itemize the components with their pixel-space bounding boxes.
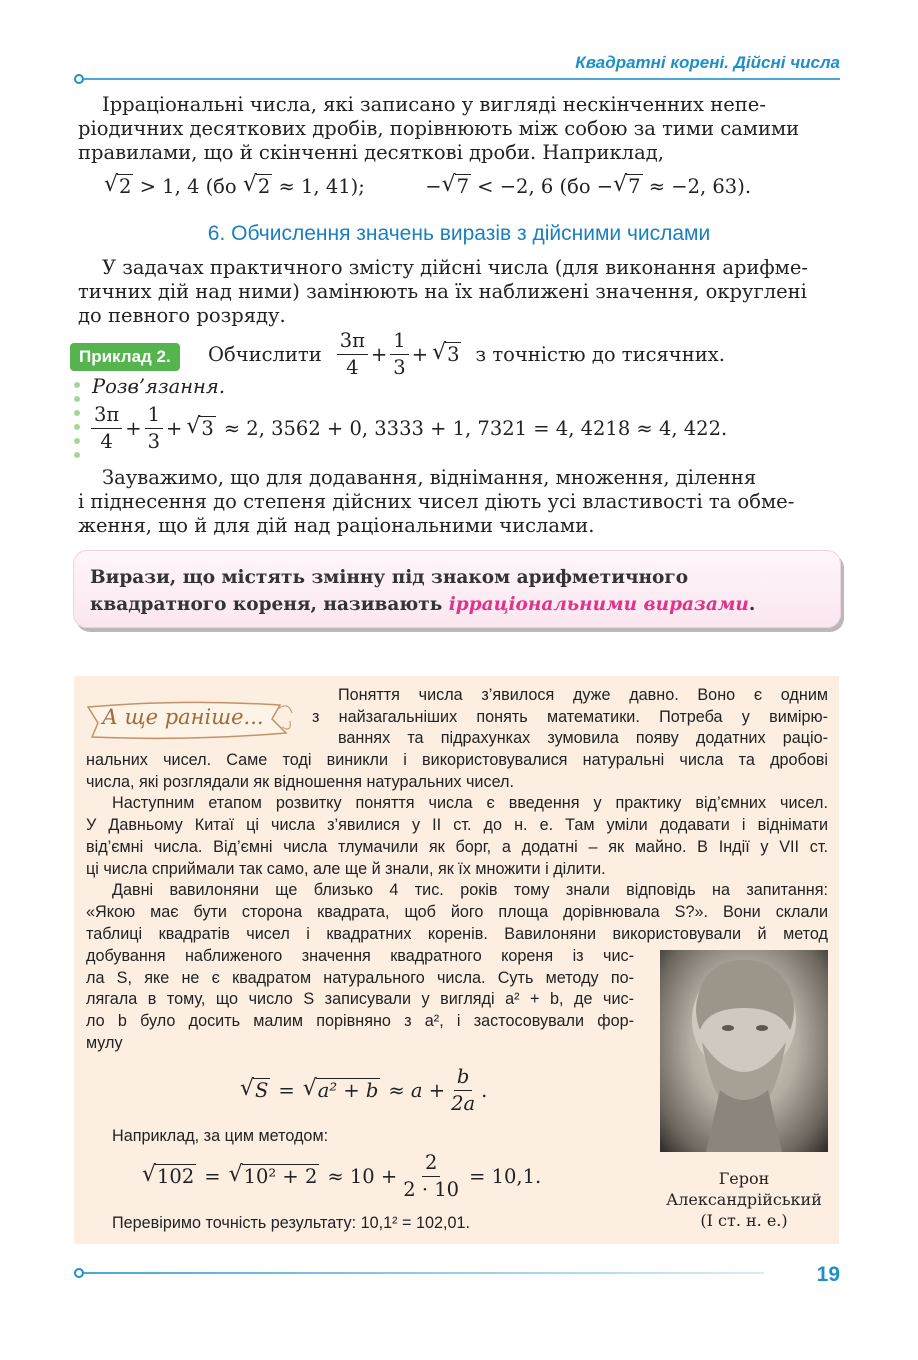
check-line: Перевіримо точність результату: 10,1² = 102,01. xyxy=(112,1214,470,1232)
footer-circle-marker xyxy=(74,1268,84,1278)
example-badge: Приклад 2. xyxy=(70,343,180,371)
history-line: від’ємні числа. Від’ємні числа тлумачили як борг, а додатні – як майно. В Індії у VII ст. xyxy=(86,837,828,856)
comparison-example: √ 2 > 1, 4 (бо √ 2 ≈ 1, 41); −√ 7 < −2, 6 (бо −√ 7 ≈ −2, 63). xyxy=(104,175,751,198)
history-line: ло b було досить малим порівняно з a², і застосовували фор- xyxy=(86,1012,634,1031)
heron-formula: √ S = √ a² + b ≈ a + $\frac{b}{2a}$ . xyxy=(240,1064,487,1117)
history-line: добування наближеного значення квадратного кореня із чис- xyxy=(86,947,634,965)
history-line: таблиці квадратів чисел і квадратних коренів. Вавилоняни використовували й метод xyxy=(86,924,828,943)
sqrt-symbol: √ 10² + 2 xyxy=(229,1165,320,1188)
section-title: 6. Обчислення значень виразів з дійсними числами xyxy=(207,222,711,245)
sqrt-symbol: √ 7 xyxy=(442,175,471,198)
section-paragraph xyxy=(78,256,840,328)
sqrt-symbol: √ S xyxy=(240,1079,270,1102)
section-line: до певного розряду. xyxy=(78,304,286,327)
solution-dots xyxy=(74,382,80,466)
remark-line: ження, що й для дій над раціональними числами. xyxy=(78,514,595,537)
solution-label: Розв’язання. xyxy=(92,375,226,398)
definition-text: Вирази, що містять змінну під знаком арифметичного квадратного кореня, називають ірраціональними виразами. xyxy=(90,567,756,615)
portrait-caption: Герон Александрійський (I ст. н. е.) xyxy=(666,1169,822,1230)
numeric-example: √ 102 = √ 10² + 2 ≈ 10 + $\frac{2}{2 \cdot 10}$ = 10,1. xyxy=(142,1150,541,1203)
remark-line: і піднесення до степеня дійсних чисел діють усі властивості та обме- xyxy=(78,490,795,513)
sqrt-symbol: √ 3 xyxy=(432,343,461,366)
history-line: лягала в тому, що число S записували у вигляді a² + b, де чис- xyxy=(86,990,634,1009)
page-number: 19 xyxy=(816,1263,840,1286)
history-line: ваннях та підрахунках зумовила появу додатних раціо- xyxy=(338,729,828,748)
definition-box xyxy=(73,550,841,628)
sqrt-symbol: √ 7 xyxy=(613,175,642,198)
running-header: Квадратні корені. Дійсні числа xyxy=(575,53,840,72)
fraction: $\frac{b}{2a}$ xyxy=(451,1065,476,1115)
history-line: числа, які розглядали як відношення натуральних чисел. xyxy=(86,772,514,791)
history-text-main xyxy=(86,750,828,945)
section-line: У задачах практичного змісту дійсні числа (для виконання арифме- xyxy=(102,256,808,279)
history-text-top xyxy=(312,685,828,750)
header-rule xyxy=(84,78,840,80)
history-line: Давні вавилоняни ще близько 4 тис. років тому знали відповідь на запитання: xyxy=(112,881,828,900)
fraction: $\frac{1}{3}$ xyxy=(145,402,163,455)
fraction: $\frac{3\pi}{4}$ xyxy=(91,402,122,455)
history-line: мулу xyxy=(86,1033,123,1052)
sqrt-symbol: √ 102 xyxy=(142,1165,196,1188)
remark-line: Зауважимо, що для додавання, віднімання, множення, ділення xyxy=(102,466,757,489)
history-text-left xyxy=(86,946,634,1055)
history-line: Наступним етапом розвитку поняття числа є введення у практику від’ємних чисел. xyxy=(112,794,828,813)
history-line: ла S, яке не є квадратом натурального числа. Суть методу по- xyxy=(86,968,634,987)
history-line: У Давньому Китаї ці числа з’явилися у II ст. до н. е. Там уміли додавати і віднімати xyxy=(86,816,828,835)
history-line: ці числа сприймали так само, але ще й знали, як їх множити і ділити. xyxy=(86,859,606,878)
solution-expression: $\frac{3\pi}{4}$ + $\frac{1}{3}$ + √ 3 ≈ 2, 3562 + 0, 3333 + 1, 7321 = 4, 4218 ≈ 4, 422. xyxy=(88,402,727,455)
example-intro: Наприклад, за цим методом: xyxy=(112,1127,329,1145)
intro-paragraph xyxy=(78,93,840,165)
section-line: тичних дій над ними) замінюють на їх наближені значення, округлені xyxy=(78,280,807,303)
heron-portrait xyxy=(660,950,828,1152)
fraction: $\frac{1}{3}$ xyxy=(390,328,408,381)
footer-rule xyxy=(84,1272,764,1274)
bust-illustration-icon xyxy=(660,950,828,1152)
sqrt-symbol: √ 3 xyxy=(186,417,215,440)
fraction: $\frac{3\pi}{4}$ xyxy=(337,328,368,381)
history-line: «Якою має бути сторона квадрата, щоб його площа дорівнювала S?». Вони склали xyxy=(86,902,828,921)
sqrt-symbol: √ a² + b xyxy=(303,1079,381,1102)
intro-line: ріодичних десяткових дробів, порівнюють між собою за тими самими xyxy=(78,117,800,140)
header-circle-marker xyxy=(74,74,84,84)
sqrt-symbol: √ 2 xyxy=(243,175,272,198)
history-line: з найзагальніших понять математики. Потреба у вимірю- xyxy=(312,707,828,726)
example-statement: Обчислити $\frac{3\pi}{4}$ + $\frac{1}{3}$ + √ 3 з точністю до тисячних. xyxy=(208,328,725,381)
history-banner: А ще раніше... xyxy=(82,697,296,741)
history-line: нальних чисел. Саме тоді виникли і використовувалися натуральні числа та дробові xyxy=(86,751,828,769)
history-line: Поняття числа з’явилося дуже давно. Воно є одним xyxy=(338,686,828,704)
fraction: $\frac{2}{2 \cdot 10}$ xyxy=(403,1151,460,1201)
intro-line: правилами, що й скінченні десяткові дроби. Наприклад, xyxy=(78,141,664,164)
definition-term: ірраціональними виразами xyxy=(448,594,749,615)
intro-line: Ірраціональні числа, які записано у вигляді нескінченних непе- xyxy=(102,93,766,116)
sqrt-symbol: √ 2 xyxy=(104,175,133,198)
remark-paragraph xyxy=(78,466,840,538)
